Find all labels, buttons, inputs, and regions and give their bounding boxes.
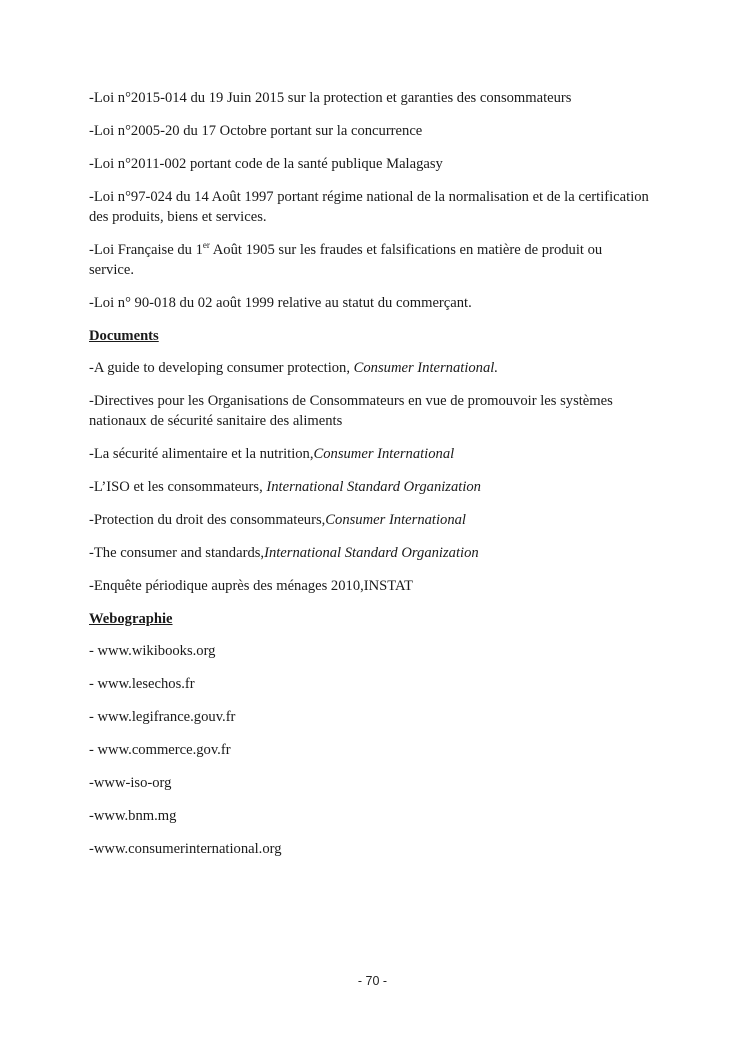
document-item (89, 358, 649, 378)
document-item (89, 477, 649, 497)
document-item (89, 444, 649, 464)
document-item (89, 391, 649, 431)
page-number: - 70 - (357, 974, 388, 988)
document-item (89, 576, 649, 596)
documents-heading: Documents (89, 328, 159, 344)
website-item: - www.lesechos.fr (89, 676, 195, 692)
document-title: -Directives pour les Organisations de Consommateurs en vue de promouvoir les systèmes nationaux de sécurité sanitaire des aliments (89, 393, 613, 429)
law-item: -Loi n°2011-002 portant code de la santé publique Malagasy (89, 156, 443, 172)
website-item: - www.legifrance.gouv.fr (89, 709, 236, 725)
law-item: -Loi n° 90-018 du 02 août 1999 relative au statut du commerçant. (89, 295, 472, 311)
document-source: Consumer International (325, 512, 466, 528)
website-item: - www.wikibooks.org (89, 643, 216, 659)
document-page (89, 88, 649, 872)
document-title: -La sécurité alimentaire et la nutrition, (89, 446, 314, 462)
document-source: International Standard Organization (266, 479, 481, 495)
document-item (89, 510, 649, 530)
law-item (89, 240, 649, 280)
webography-heading: Webographie (89, 611, 173, 627)
website-item: -www.bnm.mg (89, 808, 177, 824)
website-item: - www.commerce.gov.fr (89, 742, 231, 758)
document-source: Consumer International. (353, 360, 498, 376)
law-item: -Loi n°2005-20 du 17 Octobre portant sur la concurrence (89, 123, 423, 139)
website-item: -www.consumerinternational.org (89, 841, 282, 857)
law-item: -Loi n°2015-014 du 19 Juin 2015 sur la protection et garanties des consommateurs (89, 90, 572, 106)
document-source: Consumer International (313, 446, 455, 462)
document-source: International Standard Organization (264, 545, 479, 561)
document-title: -Protection du droit des consommateurs, (89, 512, 326, 528)
document-item (89, 543, 649, 563)
law-item: -Loi n°97-024 du 14 Août 1997 portant régime national de la normalisation et de la certification des produits, biens et services. (89, 189, 649, 225)
document-title: -L’ISO et les consommateurs, (89, 479, 267, 495)
document-title: -The consumer and standards, (89, 545, 265, 561)
website-item: -www-iso-org (89, 775, 172, 791)
document-title: -A guide to developing consumer protection, (89, 360, 354, 376)
document-title: -Enquête périodique auprès des ménages 2010,INSTAT (89, 578, 413, 594)
law-item-text: -Loi Française du 1 (89, 242, 203, 258)
law-item-superscript: er (202, 240, 210, 250)
law-item-text: Août 1905 sur les fraudes et falsifications en matière de produit ou service. (89, 242, 603, 278)
